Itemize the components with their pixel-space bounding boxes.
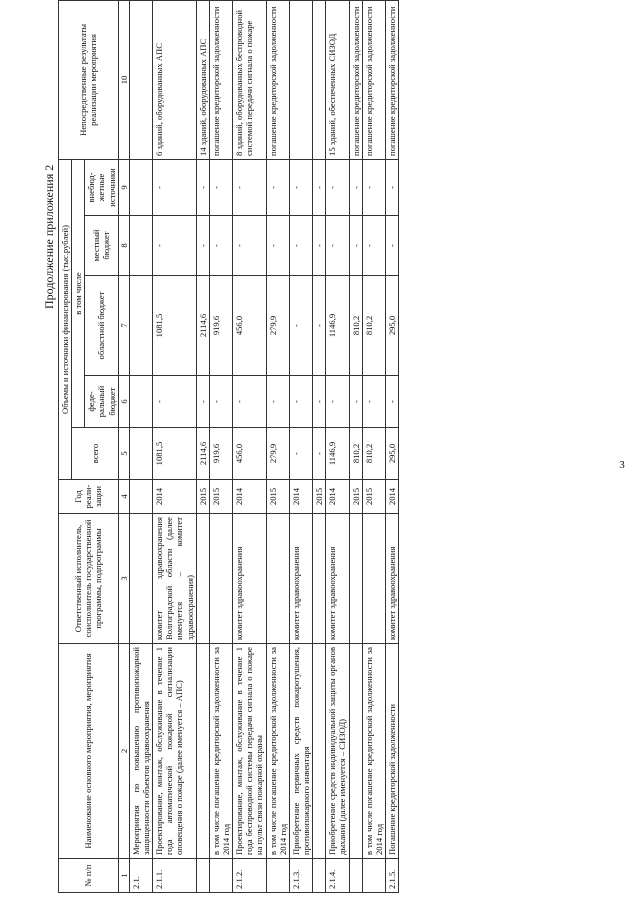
row-federal: - bbox=[233, 376, 266, 428]
row-result: 8 зданий, оборудованных беспроводной системой передачи сигнала о пожаре bbox=[233, 0, 266, 159]
row-federal: - bbox=[349, 376, 362, 428]
row-federal: - bbox=[362, 376, 385, 428]
row-year: 2015 bbox=[209, 480, 232, 514]
row-result: 14 зданий, оборудованных АПС bbox=[196, 0, 209, 159]
header-regional: областной бюджет bbox=[85, 276, 118, 376]
row-local: - bbox=[196, 216, 209, 276]
row-responsible: комитет здравоохранения Волгоградской области (далее именуется – комитет здравоохранения) bbox=[153, 514, 197, 644]
row-name bbox=[349, 644, 362, 859]
row-federal: - bbox=[153, 376, 197, 428]
table-row bbox=[129, 0, 152, 892]
row-responsible: комитет здравоохранения bbox=[385, 514, 398, 644]
row-total: 1146,9 bbox=[326, 428, 349, 480]
row-total: 919,6 bbox=[209, 428, 232, 480]
row-result: погашение кредиторской задолженности bbox=[209, 0, 232, 159]
row-responsible bbox=[129, 514, 152, 644]
header-funding: Объемы и источники финансирования (тыс.рублей) bbox=[59, 159, 72, 479]
row-year: 2014 bbox=[233, 480, 266, 514]
col-number: 10 bbox=[118, 0, 129, 159]
row-year: 2015 bbox=[196, 480, 209, 514]
row-total: - bbox=[289, 428, 312, 480]
header-federal: феде-ральный бюджет bbox=[85, 376, 118, 428]
table-row bbox=[153, 0, 197, 892]
row-name: в том числе погашение кредиторской задолженности за 2014 год bbox=[266, 644, 289, 859]
row-number bbox=[196, 859, 209, 893]
row-extra: - bbox=[233, 159, 266, 215]
row-number bbox=[266, 859, 289, 893]
row-local: - bbox=[153, 216, 197, 276]
col-number: 7 bbox=[118, 276, 129, 376]
row-extra: - bbox=[349, 159, 362, 215]
row-responsible bbox=[196, 514, 209, 644]
row-name: в том числе погашение кредиторской задолженности за 2014 год bbox=[362, 644, 385, 859]
funding-table bbox=[58, 0, 399, 893]
row-total: 295,0 bbox=[385, 428, 398, 480]
row-local: - bbox=[362, 216, 385, 276]
row-name: Проектирование, монтаж, обслуживание в течение 1 года беспроводной системы передачи сигнала о пожаре на пульт связи пожарной охраны bbox=[233, 644, 266, 859]
row-federal: - bbox=[196, 376, 209, 428]
row-regional: 456,0 bbox=[233, 276, 266, 376]
row-number: 2.1.2. bbox=[233, 859, 266, 893]
row-federal: - bbox=[385, 376, 398, 428]
header-incl: в том числе bbox=[72, 159, 85, 427]
row-federal: - bbox=[266, 376, 289, 428]
row-total bbox=[129, 428, 152, 480]
row-regional: 279,9 bbox=[266, 276, 289, 376]
table-row bbox=[313, 0, 326, 892]
row-local: - bbox=[349, 216, 362, 276]
col-number: 8 bbox=[118, 216, 129, 276]
table-header bbox=[59, 0, 130, 892]
row-federal: - bbox=[209, 376, 232, 428]
row-local: - bbox=[266, 216, 289, 276]
row-federal bbox=[129, 376, 152, 428]
col-number: 1 bbox=[118, 859, 129, 893]
row-name bbox=[313, 644, 326, 859]
header-no: № п/п bbox=[59, 859, 119, 893]
row-number bbox=[313, 859, 326, 893]
col-number: 3 bbox=[118, 514, 129, 644]
row-result: погашение кредиторской задолженности bbox=[349, 0, 362, 159]
col-number: 9 bbox=[118, 159, 129, 215]
table-row bbox=[196, 0, 209, 892]
row-year: 2015 bbox=[266, 480, 289, 514]
row-responsible: комитет здравоохранения bbox=[289, 514, 312, 644]
row-year: 2014 bbox=[385, 480, 398, 514]
row-name: в том числе погашение кредиторской задолженности за 2014 год bbox=[209, 644, 232, 859]
row-local: - bbox=[233, 216, 266, 276]
row-result: 6 зданий, оборудованных АПС bbox=[153, 0, 197, 159]
row-regional: - bbox=[313, 276, 326, 376]
row-year: 2014 bbox=[153, 480, 197, 514]
table-row bbox=[209, 0, 232, 892]
col-number: 2 bbox=[118, 644, 129, 859]
row-number bbox=[362, 859, 385, 893]
column-number-row bbox=[118, 0, 129, 892]
row-number: 2.1.4. bbox=[326, 859, 349, 893]
row-local: - bbox=[313, 216, 326, 276]
row-result: погашение кредиторской задолженности bbox=[362, 0, 385, 159]
row-number: 2.1.1. bbox=[153, 859, 197, 893]
row-name bbox=[196, 644, 209, 859]
header-name: Наименование основного мероприятия, мероприятия bbox=[59, 644, 119, 859]
row-total: 2114,6 bbox=[196, 428, 209, 480]
row-regional bbox=[129, 276, 152, 376]
row-name: Проектирование, монтаж, обслуживание в течение 1 года автоматической пожарной сигнализации оповещения о пожаре (далее именуется – АПС) bbox=[153, 644, 197, 859]
row-name: Погашение кредиторской задолженности bbox=[385, 644, 398, 859]
row-total: - bbox=[313, 428, 326, 480]
row-year: 2014 bbox=[289, 480, 312, 514]
row-year: 2014 bbox=[326, 480, 349, 514]
table-row bbox=[289, 0, 312, 892]
row-extra: - bbox=[289, 159, 312, 215]
row-responsible: комитет здравоохранения bbox=[326, 514, 349, 644]
row-responsible bbox=[313, 514, 326, 644]
row-result bbox=[313, 0, 326, 159]
row-total: 810,2 bbox=[362, 428, 385, 480]
row-result: 15 зданий, обеспеченных СИЗОД bbox=[326, 0, 349, 159]
row-responsible bbox=[349, 514, 362, 644]
table-row bbox=[233, 0, 266, 892]
row-regional: 2114,6 bbox=[196, 276, 209, 376]
header-result: Непосредственные результаты реализации мероприятия bbox=[59, 0, 119, 159]
table-row bbox=[326, 0, 349, 892]
row-name: Приобретение средств индивидуальной защиты органов дыхания (далее именуется – СИЗОД) bbox=[326, 644, 349, 859]
col-number: 4 bbox=[118, 480, 129, 514]
row-regional: 810,2 bbox=[362, 276, 385, 376]
row-responsible bbox=[209, 514, 232, 644]
row-extra: - bbox=[266, 159, 289, 215]
row-number bbox=[349, 859, 362, 893]
table-row bbox=[385, 0, 398, 892]
row-local bbox=[129, 216, 152, 276]
row-name: Мероприятия по повышению противопожарной защищенности объектов здравоохранения bbox=[129, 644, 152, 859]
row-total: 810,2 bbox=[349, 428, 362, 480]
row-extra: - bbox=[362, 159, 385, 215]
row-extra: - bbox=[153, 159, 197, 215]
row-result: погашение кредиторской задолженности bbox=[266, 0, 289, 159]
row-federal: - bbox=[326, 376, 349, 428]
row-number: 2.1.3. bbox=[289, 859, 312, 893]
page-number: 3 bbox=[619, 459, 625, 471]
row-result: погашение кредиторской задолженности bbox=[385, 0, 398, 159]
row-regional: 1146,9 bbox=[326, 276, 349, 376]
row-federal: - bbox=[289, 376, 312, 428]
row-result bbox=[129, 0, 152, 159]
row-local: - bbox=[385, 216, 398, 276]
row-extra: - bbox=[313, 159, 326, 215]
row-regional: 919,6 bbox=[209, 276, 232, 376]
row-year: 2015 bbox=[362, 480, 385, 514]
row-total: 279,9 bbox=[266, 428, 289, 480]
row-local: - bbox=[326, 216, 349, 276]
row-total: 1081,5 bbox=[153, 428, 197, 480]
header-local: местный бюджет bbox=[85, 216, 118, 276]
row-regional: - bbox=[289, 276, 312, 376]
col-number: 5 bbox=[118, 428, 129, 480]
col-number: 6 bbox=[118, 376, 129, 428]
table-body bbox=[129, 0, 398, 892]
header-year: Год реали-зации bbox=[59, 480, 119, 514]
row-local: - bbox=[209, 216, 232, 276]
row-year bbox=[129, 480, 152, 514]
row-local: - bbox=[289, 216, 312, 276]
row-extra: - bbox=[209, 159, 232, 215]
header-total: всего bbox=[72, 428, 119, 480]
row-regional: 295,0 bbox=[385, 276, 398, 376]
row-regional: 1081,5 bbox=[153, 276, 197, 376]
table-row bbox=[349, 0, 362, 892]
row-extra: - bbox=[196, 159, 209, 215]
header-responsible: Ответственный исполнитель, соисполнитель государственной программы, подпрограммы bbox=[59, 514, 119, 644]
row-year: 2015 bbox=[349, 480, 362, 514]
row-number bbox=[209, 859, 232, 893]
table-row bbox=[266, 0, 289, 892]
row-regional: 810,2 bbox=[349, 276, 362, 376]
continuation-caption: Продолжение приложения 2 bbox=[42, 164, 56, 309]
row-name: Приобретение первичных средств пожаротушения, противопожарного инвентаря bbox=[289, 644, 312, 859]
row-extra bbox=[129, 159, 152, 215]
row-number: 2.1. bbox=[129, 859, 152, 893]
table-row bbox=[362, 0, 385, 892]
row-year: 2015 bbox=[313, 480, 326, 514]
row-responsible bbox=[362, 514, 385, 644]
row-total: 456,0 bbox=[233, 428, 266, 480]
row-extra: - bbox=[326, 159, 349, 215]
header-extra: внебюд-жетные источники bbox=[85, 159, 118, 215]
row-responsible: комитет здравоохранения bbox=[233, 514, 266, 644]
row-result bbox=[289, 0, 312, 159]
row-federal: - bbox=[313, 376, 326, 428]
row-extra: - bbox=[385, 159, 398, 215]
row-number: 2.1.5. bbox=[385, 859, 398, 893]
row-responsible bbox=[266, 514, 289, 644]
